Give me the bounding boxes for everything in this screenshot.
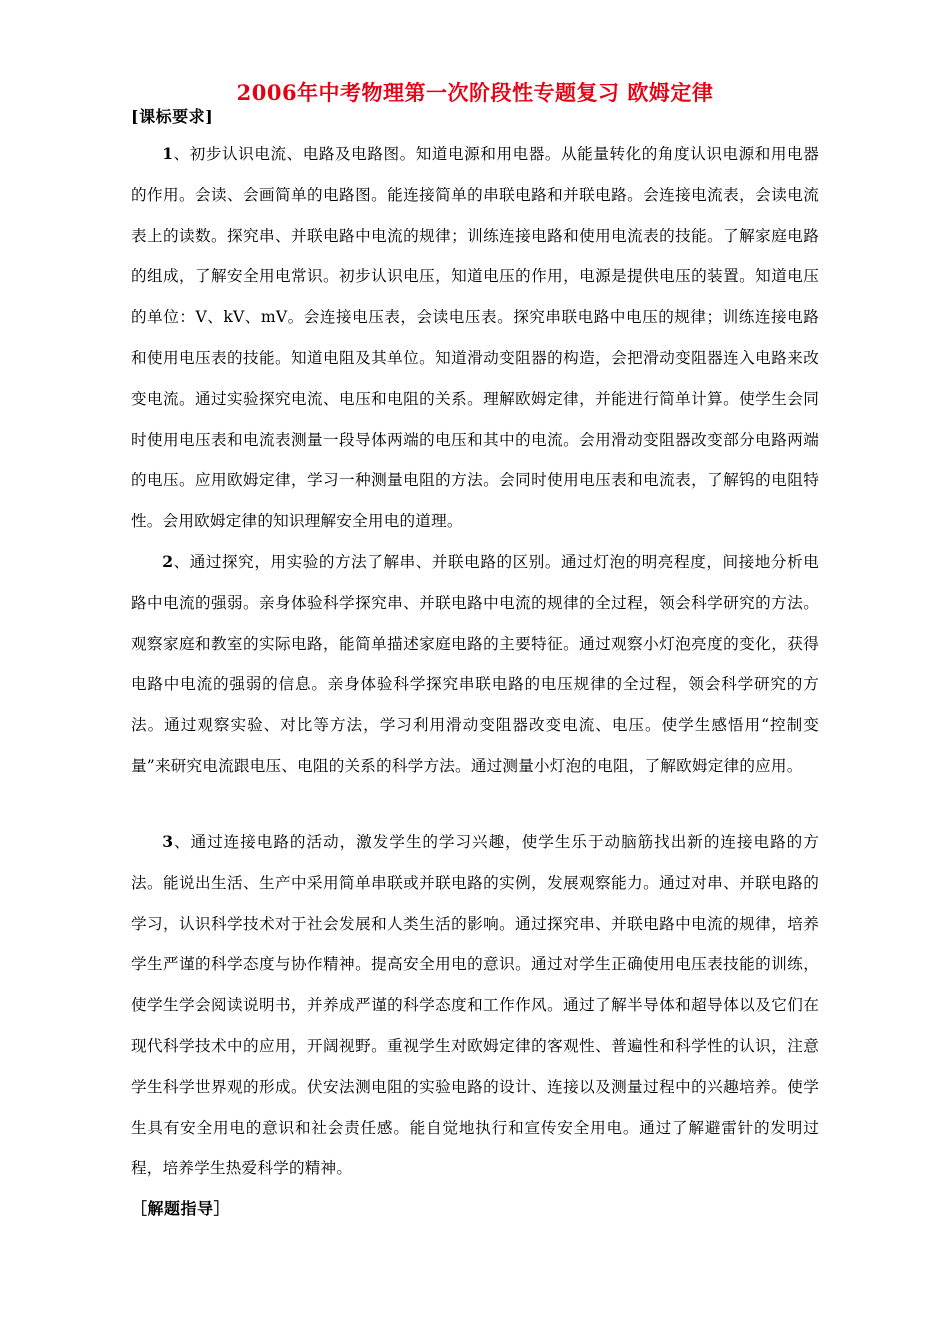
paragraph-3 — [131, 822, 819, 1189]
paragraph-3-number: 3 — [162, 832, 174, 851]
section-heading-curriculum: [课标要求] — [131, 107, 214, 126]
paragraph-3-text: 、通过连接电路的活动，激发学生的学习兴趣，使学生乐于动脑筋找出新的连接电路的方法。能说出生活、生产中采用简单串联或并联电路的实例，发展观察能力。通过对串、并联电路的学习，认识科学技术对于社会发展和人类生活的影响。通过探究串、并联电路中电流的规律，培养学生严谨的科学态度与协作精神。提高安全用电的意识。通过对学生正确使用电压表技能的训练，使学生学会阅读说明书，并养成严谨的科学态度和工作作风。通过了解半导体和超导体以及它们在现代科学技术中的应用，开阔视野。重视学生对欧姆定律的客观性、普遍性和科学性的认识，注意学生科学世界观的形成。伏安法测电阻的实验电路的设计、连接以及测量过程中的兴趣培养。使学生具有安全用电的意识和社会责任感。能自觉地执行和宣传安全用电。通过了解避雷针的发明过程，培养学生热爱科学的精神。 — [131, 833, 819, 1178]
paragraph-2 — [131, 542, 819, 787]
paragraph-1 — [131, 134, 819, 542]
paragraph-2-number: 2 — [162, 552, 174, 571]
paragraph-1-text: 、初步认识电流、电路及电路图。知道电源和用电器。从能量转化的角度认识电源和用电器的作用。会读、会画简单的电路图。能连接简单的串联电路和并联电路。会连接电流表，会读电流表上的读数。探究串、并联电路中电流的规律；训练连接电路和使用电流表的技能。了解家庭电路的组成，了解安全用电常识。初步认识电压，知道电压的作用，电源是提供电压的装置。知道电压的单位：V、kV、mV。会连接电压表，会读电压表。探究串联电路中电压的规律；训练连接电路和使用电压表的技能。知道电阻及其单位。知道滑动变阻器的构造，会把滑动变阻器连入电路来改变电流。通过实验探究电流、电压和电阻的关系。理解欧姆定律，并能进行简单计算。使学生会同时使用电压表和电流表测量一段导体两端的电压和其中的电流。会用滑动变阻器改变部分电路两端的电压。应用欧姆定律，学习一种测量电阻的方法。会同时使用电压表和电流表，了解钨的电阻特性。会用欧姆定律的知识理解安全用电的道理。 — [131, 145, 819, 531]
page-title: 2006年中考物理第一次阶段性专题复习 欧姆定律 — [236, 80, 714, 105]
paragraph-2-text: 、通过探究，用实验的方法了解串、并联电路的区别。通过灯泡的明亮程度，间接地分析电路中电流的强弱。亲身体验科学探究串、并联电路中电流的规律的全过程，领会科学研究的方法。观察家庭和教室的实际电路，能简单描述家庭电路的主要特征。通过观察小灯泡亮度的变化，获得电路中电流的强弱的信息。亲身体验科学探究串联电路的电压规律的全过程，领会科学研究的方法。通过观察实验、对比等方法，学习利用滑动变阻器改变电流、电压。使学生感悟用“控制变量”来研究电流跟电压、电阻的关系的科学方法。通过测量小灯泡的电阻，了解欧姆定律的应用。 — [131, 553, 819, 775]
section-heading-problem-guide: ［解题指导］ — [131, 1199, 231, 1218]
paragraph-1-number: 1 — [162, 144, 174, 163]
